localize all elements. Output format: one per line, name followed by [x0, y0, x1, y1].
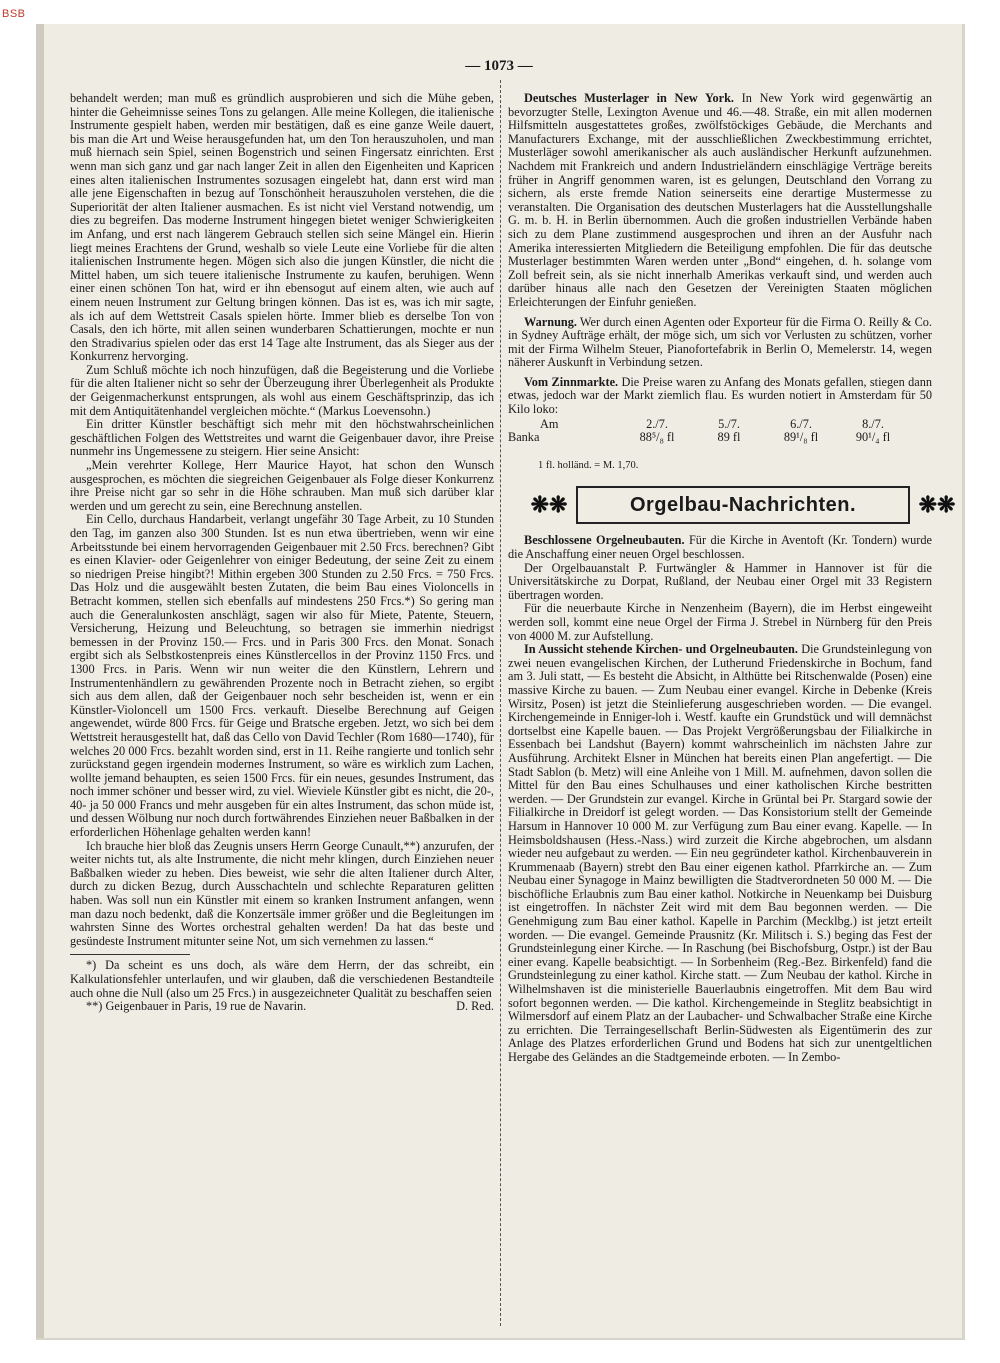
orgel-paragraph [508, 534, 932, 561]
footnote-text: *) Da scheint es uns doch, als wäre dem Herrn, der das schreibt, ein Kalkulationsfehler unterlaufen, und wir glauben, daß die verschiedenen Bestandteile auch ohne die Null (also um 25 Frcs.) in ausgezeichneter Qualität zu beschaffen seien [70, 958, 494, 1000]
footnote-signature: D. Red. [456, 999, 494, 1014]
scanned-page [36, 24, 965, 1340]
right-column [508, 91, 956, 1065]
page-header: — 1073 — [465, 58, 533, 74]
section-banner [530, 486, 956, 524]
article-text: In New York wird gegenwärtig an bevorzugter Stelle, Lexington Avenue und 46.—48. Straße, ein mit allen modernen Hilfsmitteln ausgestattetes großes, zwölfstöckiges Gebäude, die Merchants and Manufacturers Exchange, mit der ausschließlichen Zweckbestimmung errichtet, Musterläger sowohl amerikanischer als auch ausländischer Herkunft aufzunehmen. Nachdem mit Frankreich und andern Industrieländern einschlägige Verträge bereits früher in Angriff genommen waren, ist es gelungen, Deutschland den Vorrang zu sichern, als erste fremde Nation seinerseits eine derartige Mustermesse zu veranstalten. Die Organisation des deutschen Musterlagers hat die Ausstellungshalle G. m. b. H. in Berlin übernommen. Auch die großen industriellen Verbände haben sich zu dem Plane zustimmend ausgesprochen und ihren an der Ausfuhr nach Amerika interessierten Mitgliedern die Beteiligung empfohlen. Die für das deutsche Musterlager bestimmten Waren werden unter „Bond“ eingehen, d. h. solange vom Zoll befreit sein, als sie nicht innerhalb Amerikas verkauft sind, und werden auch darüber hinaus alle nach den Gesetzen der Vereinigten Staaten möglichen Erleichterungen der Einfuhr genießen. [508, 91, 932, 309]
currency-conversion: 1 fl. holländ. = M. 1,70. [538, 459, 639, 471]
left-paragraph: Ich brauche hier bloß das Zeugnis unsers Herrn George Cunault,**) anzurufen, der weiter nichts tut, als alte Instrumente, die nicht mehr klingen, durch Einziehen neuer Baßbalken wieder zu heben. Dies beweist, wie sehr die alten Italiener durch Alter, durch zu dicken Bezug, durch Ausschachteln und schlechte Reparaturen gelitten haben. Was soll nun ein Künstler mit einem so kranken Instrument anfangen, wenn man dazu noch bedenkt, daß die Konzertsäle immer größer und die Begleitungen im wahrsten Sinne des Wortes orchestral gehalten werden! Da hat das beste und gesündeste Instrument mitunter seine Not, um sich vernehmen zu lassen.“ [70, 838, 494, 948]
table-cell: 89¹/₈ fl [783, 430, 819, 445]
article-text: Die Preise waren zu Anfang des Monats gefallen, stiegen dann etwas, jedoch war der Markt ziemlich flau. Es wurden notiert in Amsterdam für 50 Kilo loko: [508, 374, 932, 417]
article-text: Für die Kirche in Aventoft (Kr. Tondern) wurde die Anschaffung einer neuen Orgel beschlossen. [508, 533, 932, 562]
table-cell: Banka [508, 430, 540, 445]
left-paragraph: Zum Schluß möchte ich noch hinzufügen, daß die Begeisterung und die Vorliebe für die alten Italiener nicht so sehr der Überzeugung ihrer Überlegenheit als Produkte der Geigenmacherkunst entsprungen, als wohl aus einem Geschäftsprinzip, das ich mit dem Antiquitätenhandel vergleichen möchte.“ (Markus Loevensohn.) [70, 362, 494, 418]
left-column [70, 92, 494, 1014]
article-heading: In Aussicht stehende Kirchen- und Orgelneubauten. [524, 642, 798, 657]
table-cell: 2./7. [646, 416, 668, 431]
article-warnung [508, 316, 932, 370]
table-cell: 90¹/₄ fl [855, 430, 891, 445]
table-cell: 6./7. [790, 416, 812, 431]
article-heading: Beschlossene Orgelneubauten. [524, 533, 685, 548]
article-musterlager [508, 92, 932, 310]
table-row [508, 418, 912, 432]
article-text: Die Grundsteinlegung von zwei neuen evangelischen Kirchen, der Lutherund Friedenskirche in Bochum, fand am 3. Juli statt, — Es besteht die Absicht, in Althütte bei Ritschenwalde (Posen) eine massive Kirche zu bauen. — Zum Neubau einer evangel. Kirche in Debenke (Kreis Wirsitz, Posen) ist jetzt die Steinlieferung ausgeschrieben worden. — Die evangel. Kirchengemeinde in Enniger-loh i. Westf. kaufte ein Grundstück und will demnächst dortselbst eine Kapelle bauen. — Das Projekt Vergrößerungsbau der Filialkirche in Essenbach bei Landshut (Bayern) kommt wahrscheinlich im nächsten Jahre zur Ausführung. Architekt Elsner in München hat bereits einen Plan angefertigt. — Die Stadt Sablon (b. Metz) will eine Anleihe von 1 Mill. M. aufnehmen, davon sollen die Mittel für den Bau eines Schulhauses und einer katholischen Kirche bestritten werden. — Der Grundstein zur evangel. Kirche in Grüntal bei Pr. Stargard sowie der Filialkirche in Dreidorf ist gelegt worden. — Das Konsistorium stellt der Gemeinde Harsum in Hannover 10 000 M. zur Verfügung zum Bau einer evang. Kapelle. — In Heimsboldshausen (Hess.-Nass.) wird zurzeit die Kirche abgebrochen, um alsdann wieder neu aufgebaut zu werden. — Ein neu gegründeter kathol. Kirchenbauverein in Krummenaab (Bayern) strebt den Bau einer eigenen kathol. Pfarrkirche an. — Zum Neubau einer Synagoge in Mainz bewilligten die Stadtverordneten 50 000 M. — Die bischöfliche Erlaubnis zum Bau einer kathol. Notkirche in Neuenkamp bei Duisburg ist eingetroffen. In nächster Zeit wird mit dem Bau begonnen werden. — Die Genehmigung zum Bau einer kathol. Kapelle in Parchim (Mecklbg.) ist jetzt erteilt worden. — Die evangel. Gemeinde Prausnitz (Kr. Militsch i. S.) beging das Fest der Grundsteinlegung einer Kirche. — In Raschung (bei Bischofsburg, Ostpr.) ist der Bau einer evang. Kapelle beabsichtigt. — In Sorbenheim (Reg.-Bez. Birkenfeld) fand die Grundsteinlegung zu einer kathol. Kirche statt. — Zum Neubau der kathol. Kirche in Wilhelmshaven ist die ministerielle Bauerlaubnis eingetroffen. Mit dem Bau wird sofort begonnen werden. — Die kathol. Kirchengemeinde in Steglitz beabsichtigt in Wilmersdorf auf einem Platz an der Laubacher- und Schwalbacher Straße eine Kirche zu errichten. Die Terraingesellschaft Berlin-Südwesten als Eigentümerin des zur Anlage des Platzes erforderlichen Grund und Bodens hat sich zur unentgeltlichen Hergabe des Geländes an die Stadtgemeinde erboten. — In Zembo- [508, 642, 932, 1064]
section-banner-title: Orgelbau-Nachrichten. [629, 493, 857, 516]
library-stamp: BSB [2, 8, 26, 20]
tin-price-table [508, 418, 912, 445]
ornament-left-icon: ❋❋ [530, 492, 568, 518]
article-heading: Vom Zinnmarkte. [524, 374, 619, 389]
column-divider [500, 80, 501, 1326]
table-cell: 88⁵/₈ fl [639, 430, 675, 445]
table-cell: 8./7. [862, 416, 884, 431]
left-paragraph: Ein Cello, durchaus Handarbeit, verlangt ungefähr 30 Tage Arbeit, zu 10 Stunden den Tag, im ganzen also 300 Stunden. Ist es nun etwa übertrieben, wenn wir eine Arbeitsstunde bei einem hervorragenden Geigenbauer mit 2.50 Frcs. berechnen? Gibt es einen Klavier- oder Geigenlehrer von einiger Bedeutung, der seine Zeit zu einem so niedrigen Preise hingibt?! Mithin ergeben 300 Stunden zu 2.50 Frcs. = 750 Frcs. Das Holz und die ausgewählt besten Zutaten, die beim Bau eines Violoncells in Betracht kommen, stellen sich ebenfalls auf mindestens 250 Frcs.*) So gering man auch die Generalunkosten anschlägt, sagen wir also für Miete, Patente, Steuern, Versicherung, Heizung und Beleuchtung, so betragen sie immerhin niedrigst bemessen in der Provinz 150.— Frcs. und in Paris 300 Frcs. den Monat. Sonach ergibt sich als Selbstkostenpreis eines Künstlercellos in der Provinz 1150 Frcs. und 1300 Frcs. in Paris. Wenn wir nun weiter die den Künstlern, Lehrern und Instrumentenhändlern zu gewährenden Prozente noch in Betracht ziehen, so ergibt sich aus dem allen, daß der Geigenbauer noch sehr bescheiden ist, wenn er ein Künstler-Violoncell um 1500 Frcs. verkauft. Dieselbe Berechnung auf Geigen angewendet, würde 800 Frcs. für Geige und Bratsche ergeben. Jetzt, wo sich bei dem Wettstreit herausgestellt hat, daß das Cello von David Techler (Rom 1680—1740), für welches 20 000 Frcs. bezahlt worden sind, erst in 11. Reihe rangierte und tonlich sehr zurückstand gegen irgendein modernes Instrument, so wäre es wirklich zum Lachen, wollte jemand behaupten, es seien 1500 Frcs. für ein neues, gesundes Instrument, das noch immer schöner und besser wird, zu viel. Wieviele Künstler gibt es nicht, die 20-, 40- ja 50 000 Francs und mehr ausgeben für ein altes Instrument, das schon müde ist, und dessen Wölbung nur noch durch fortwährendes Einziehen neuer Baßbalken in der erforderlichen Höhenlage gehalten werden kann! [70, 512, 494, 840]
table-row [508, 431, 912, 445]
orgel-paragraph [508, 643, 932, 1064]
table-cell: Am [540, 416, 559, 431]
orgel-paragraph [508, 562, 932, 603]
article-text: Wer durch einen Agenten oder Exporteur für die Firma O. Reilly & Co. in Sydney Aufträge erhält, der möge sich, um sich vor Verlusten zu schützen, vorher mit der Firma Wilhelm Steuer, Pianofortefabrik in Berlin O, Memelerstr. 14, wegen näherer Auskunft in Verbindung setzen. [508, 314, 932, 370]
orgel-paragraph [508, 602, 932, 643]
left-paragraph: „Mein verehrter Kollege, Herr Maurice Hayot, hat schon den Wunsch ausgesprochen, es möchten die siegreichen Geigenbauer als Folge dieser Konkurrenz ihre Preise nicht gar so sehr in die Höhe schrauben. Man muß sich darüber klar werden und um gerecht zu sein, eine Berechnung anstellen. [70, 458, 494, 513]
footnote: **) Geigenbauer in Paris, 19 rue de Navarin. [86, 999, 307, 1014]
article-text: Der Orgelbauanstalt P. Furtwängler & Hammer in Hannover ist für die Universitätskirche zu Dorpat, Rußland, der Neubau einer Orgel mit 33 Registern übertragen worden. [508, 560, 932, 602]
table-cell: 89 fl [717, 430, 741, 445]
article-text: Für die neuerbaute Kirche in Nenzenheim (Bayern), die im Herbst eingeweiht werden soll, kommt eine neue Orgel der Firma J. Strebel in Nürnberg für den Preis von 4000 M. zur Aufstellung. [508, 601, 932, 643]
table-cell: 5./7. [718, 416, 740, 431]
article-heading: Warnung. [524, 314, 577, 329]
left-paragraph: Ein dritter Künstler beschäftigt sich mehr mit den höchstwahrscheinlichen geschäftlichen Folgen des Wettstreites und warnt die Geigenbauer davor, ihre Preise nunmehr ins Ungemessene zu steigern. Hier seine Ansicht: [70, 417, 494, 459]
article-heading: Deutsches Musterlager in New York. [524, 91, 734, 105]
article-zinnmarkte [508, 376, 932, 417]
left-paragraph: behandelt werden; man muß es gründlich ausprobieren und sich die Mühe geben, hinter die Geheimnisse seines Tons zu gelangen. Alle meine Kollegen, die italienische Instrumente gespielt haben, werden mir bestätigen, daß es eine ganze Weile dauert, bis man die Art und Weise herausgefunden hat, um den Ton herauszuholen, und man muß hiernach sein Spiel, seinen Bogenstrich und seinen Fingersatz einrichten. Erst wenn man sich ganz und gar nach langer Zeit in allen den Eigenheiten und Kapricen eines alten italienischen Instrumentes sozusagen eingelebt hat, dann erst wird man alle jene Eigenschaften in bezug auf Tonschönheit herauszuholen verstehen, die die Superiorität der alten Italiener ausmachen. Es ist nicht viel Verstand notwendig, um dies zu begreifen. Das moderne Instrument hingegen bietet weniger Schwierigkeiten im Anfang, und erst nach längerem Gebrauch stellen sich seine Mängel ein. Hierin liegt meines Erachtens der Grund, weshalb so viele Leute eine Vorliebe für die alten italienischen Instrumente hegen. Mögen sich also die jungen Künstler, die nicht die Mittel haben, um sich teuere italienische Instrumente zu kaufen, beruhigen. Wenn einer einen schönen Ton hat, wird er ihn ebensogut auf einem alten, wie auch auf einem neuen Instrument zur Geltung bringen können. Das ist es, was ich mir sagte, als ich auf dem Wettstreit Casals spielen hörte. Immer blieb es derselbe Ton von Casals, den ich hörte, mit allen seinen wunderbaren Schattierungen, mochte er nun den Stradivarius spielen oder das erst 14 Tage alte Instrument, das als Sieger aus der Konkurrenz hervorging. [70, 91, 494, 364]
ornament-right-icon: ❋❋ [918, 492, 956, 518]
footnotes [70, 959, 494, 1013]
